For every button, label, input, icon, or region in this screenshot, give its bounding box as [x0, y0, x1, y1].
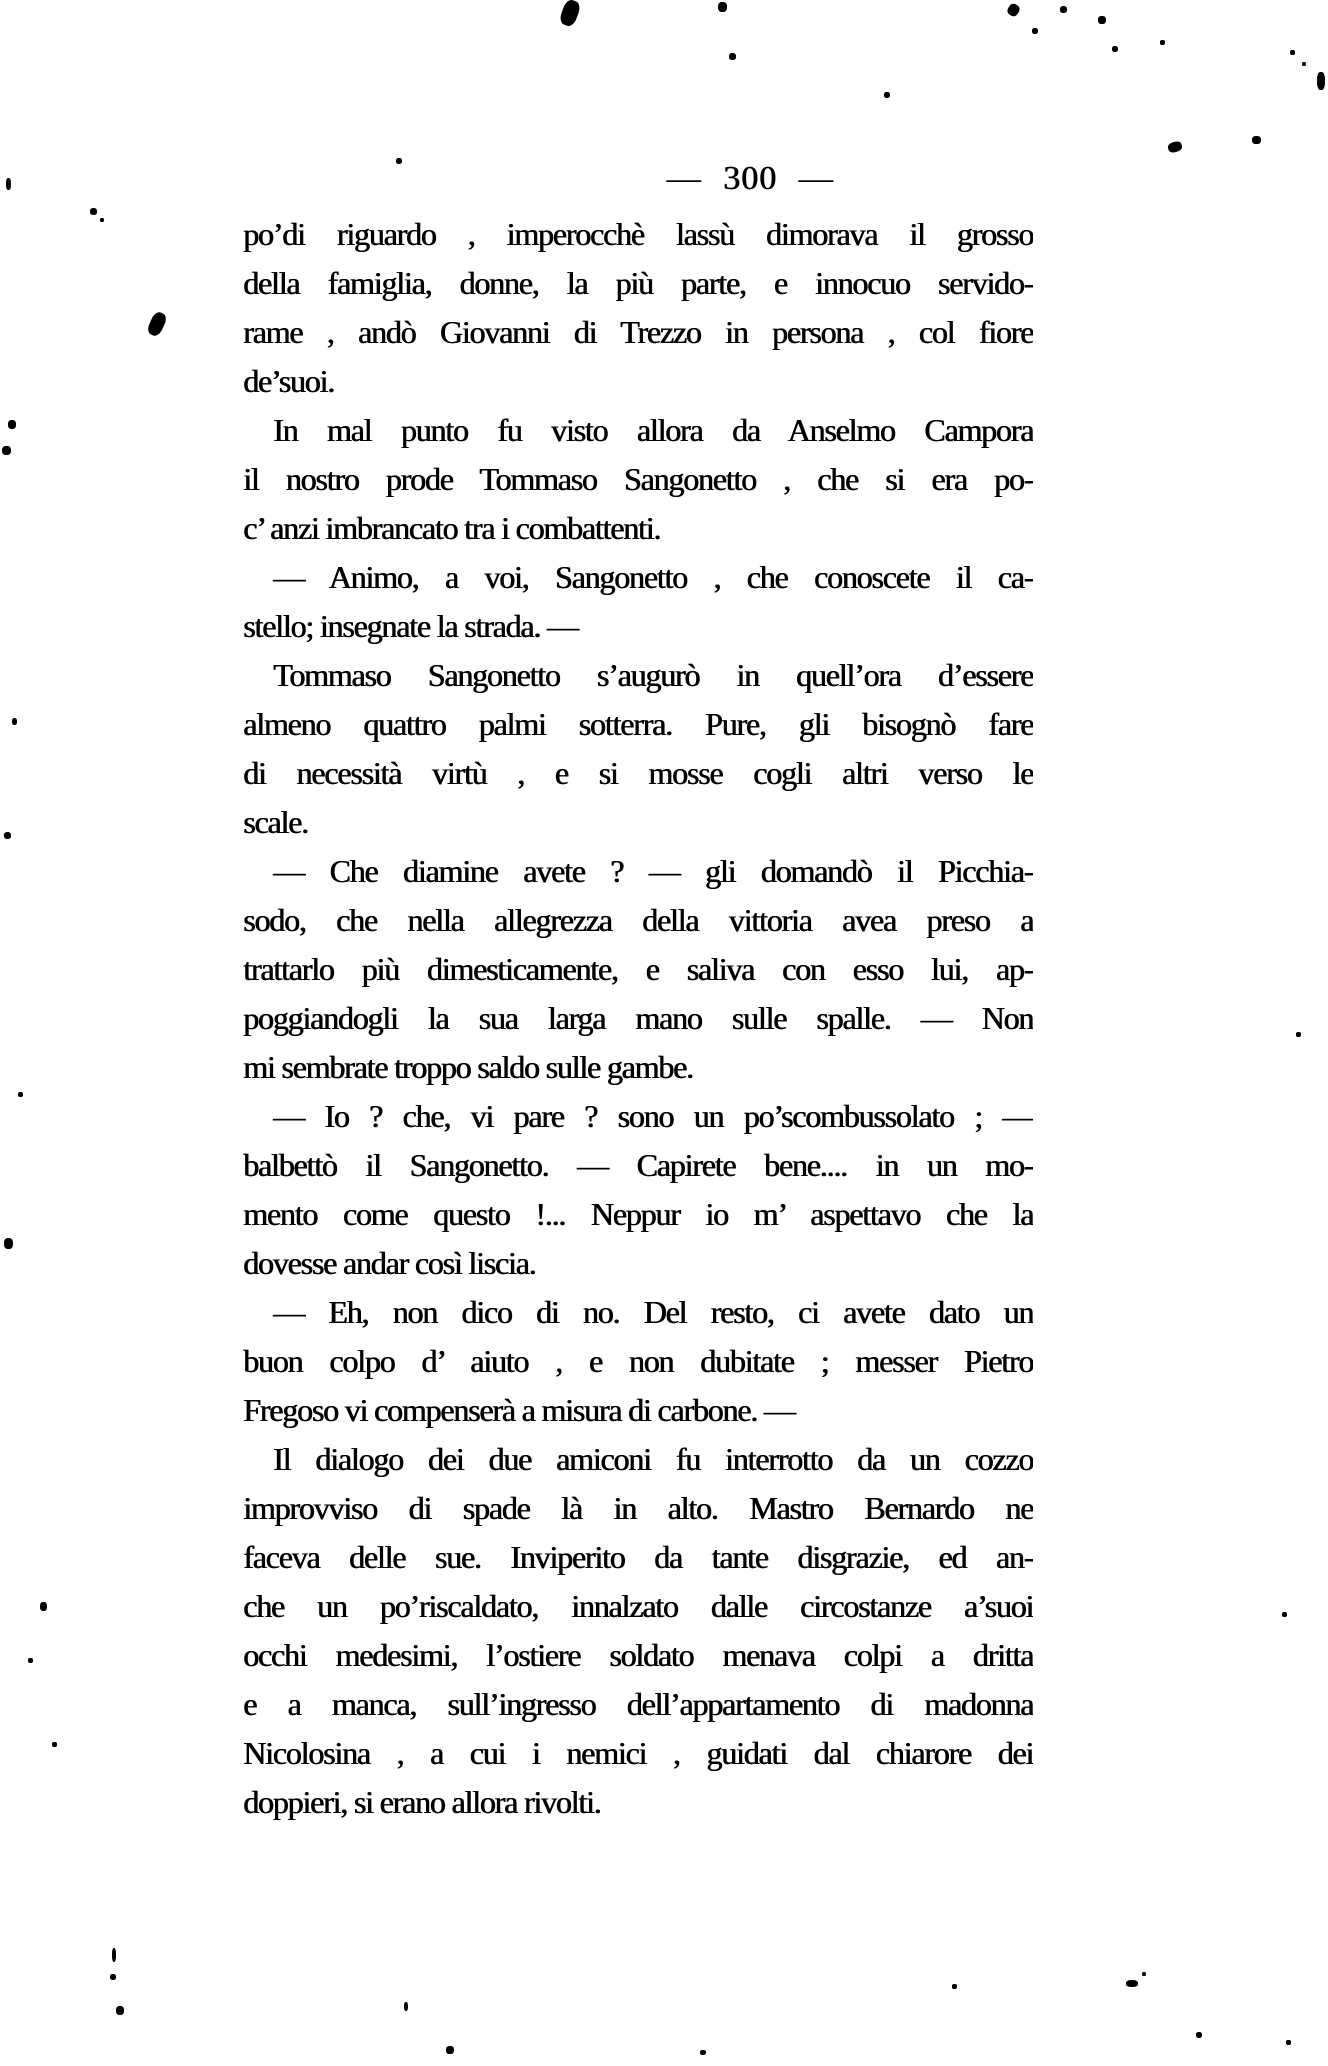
ink-speck [1160, 40, 1165, 45]
ink-speck [110, 1974, 116, 1980]
text-line: di necessità virtù , e si mosse cogli altri verso le [243, 755, 1033, 791]
ink-speck [1290, 50, 1295, 55]
ink-speck [1252, 136, 1261, 144]
text-line: rame , andò Giovanni di Trezzo in persona , col fiore [243, 314, 1033, 350]
paragraph [243, 651, 1033, 847]
ink-speck [1196, 2032, 1202, 2038]
text-line: almeno quattro palmi sotterra. Pure, gli bisognò fare [243, 706, 1033, 742]
ink-speck [1126, 1980, 1138, 1987]
text-line: Nicolosina , a cui i nemici , guidati dal chiarore dei [243, 1735, 1033, 1771]
paragraph [243, 553, 1033, 651]
ink-speck [28, 1658, 33, 1663]
text-line: de’suoi. [243, 363, 334, 399]
text-line: scale. [243, 804, 308, 840]
text-line: e a manca, sull’ingresso dell’appartamento di madonna [243, 1686, 1033, 1722]
ink-speck [1112, 46, 1118, 52]
ink-speck [1006, 2, 1022, 18]
text-line: In mal punto fu visto allora da Anselmo Campora [273, 412, 1033, 448]
ink-speck [1167, 140, 1183, 153]
ink-speck [1286, 2040, 1291, 2045]
text-line: della famiglia, donne, la più parte, e innocuo servido- [243, 265, 1033, 301]
ink-speck [558, 0, 582, 28]
ink-speck [1060, 6, 1067, 13]
text-line: Il dialogo dei due amiconi fu interrotto da un cozzo [273, 1441, 1033, 1477]
ink-speck [6, 178, 11, 190]
text-line: poggiandogli la sua larga mano sulle spalle. — Non [243, 1000, 1033, 1036]
text-line: mi sembrate troppo saldo sulle gambe. [243, 1049, 693, 1085]
text-line: stello; insegnate la strada. — [243, 608, 578, 644]
ink-speck [112, 1948, 116, 1962]
ink-speck [396, 158, 402, 164]
ink-speck [884, 92, 890, 98]
text-line: balbettò il Sangonetto. — Capirete bene.... in un mo- [243, 1147, 1033, 1183]
text-line: c’ anzi imbrancato tra i combattenti. [243, 510, 661, 546]
ink-speck [718, 2, 727, 12]
text-line: — Animo, a voi, Sangonetto , che conoscete il ca- [273, 559, 1033, 595]
text-line: po’di riguardo , imperocchè lassù dimorava il grosso [243, 216, 1033, 252]
paragraph [243, 1435, 1033, 1827]
page-number: — 300 — [666, 160, 834, 197]
ink-speck [90, 208, 97, 215]
ink-speck [40, 1602, 47, 1611]
text-line: trattarlo più dimesticamente, e saliva con esso lui, ap- [243, 951, 1033, 987]
text-line: improvviso di spade là in alto. Mastro Bernardo ne [243, 1490, 1033, 1526]
text-line: doppieri, si erano allora rivolti. [243, 1784, 601, 1820]
ink-speck [4, 832, 11, 839]
text-line: che un po’riscaldato, innalzato dalle circostanze a’suoi [243, 1588, 1033, 1624]
paragraph [243, 1288, 1033, 1435]
page-text [243, 210, 1033, 1827]
ink-speck [12, 718, 17, 725]
ink-speck [700, 2050, 706, 2055]
paragraph [243, 847, 1033, 1092]
ink-speck [100, 218, 104, 222]
ink-speck [4, 1238, 13, 1249]
ink-speck [1302, 62, 1306, 66]
text-line: il nostro prode Tommaso Sangonetto , che si era po- [243, 461, 1033, 497]
ink-speck [116, 2006, 124, 2015]
text-line: faceva delle sue. Inviperito da tante disgrazie, ed an- [243, 1539, 1033, 1575]
ink-speck [1142, 1972, 1146, 1976]
paragraph [243, 210, 1033, 406]
paragraph [243, 1092, 1033, 1288]
text-line: dovesse andar così liscia. [243, 1245, 536, 1281]
ink-speck [1317, 72, 1325, 90]
ink-speck [1282, 1612, 1287, 1617]
ink-speck [2, 446, 11, 455]
text-line: Tommaso Sangonetto s’augurò in quell’ora d’essere [273, 657, 1033, 693]
text-line: — Io ? che, vi pare ? sono un po’scombussolato ; — [273, 1098, 1033, 1134]
text-line: occhi medesimi, l’ostiere soldato menava colpi a dritta [243, 1637, 1033, 1673]
text-line: mento come questo !... Neppur io m’ aspettavo che la [243, 1196, 1033, 1232]
ink-speck [18, 1092, 23, 1097]
ink-speck [404, 2002, 408, 2011]
ink-speck [1032, 28, 1038, 34]
ink-speck [1098, 16, 1106, 24]
ink-speck [8, 420, 16, 429]
ink-speck [146, 310, 169, 338]
ink-speck [52, 1742, 57, 1747]
ink-speck [952, 1984, 957, 1989]
ink-speck [729, 53, 736, 60]
ink-speck [1296, 1032, 1301, 1037]
text-line: — Eh, non dico di no. Del resto, ci avete dato un [273, 1294, 1033, 1330]
ink-speck [446, 2046, 454, 2054]
text-line: buon colpo d’ aiuto , e non dubitate ; messer Pietro [243, 1343, 1033, 1379]
text-line: — Che diamine avete ? — gli domandò il Picchia- [273, 853, 1033, 889]
paragraph [243, 406, 1033, 553]
text-line: sodo, che nella allegrezza della vittoria avea preso a [243, 902, 1033, 938]
text-line: Fregoso vi compenserà a misura di carbone. — [243, 1392, 795, 1428]
